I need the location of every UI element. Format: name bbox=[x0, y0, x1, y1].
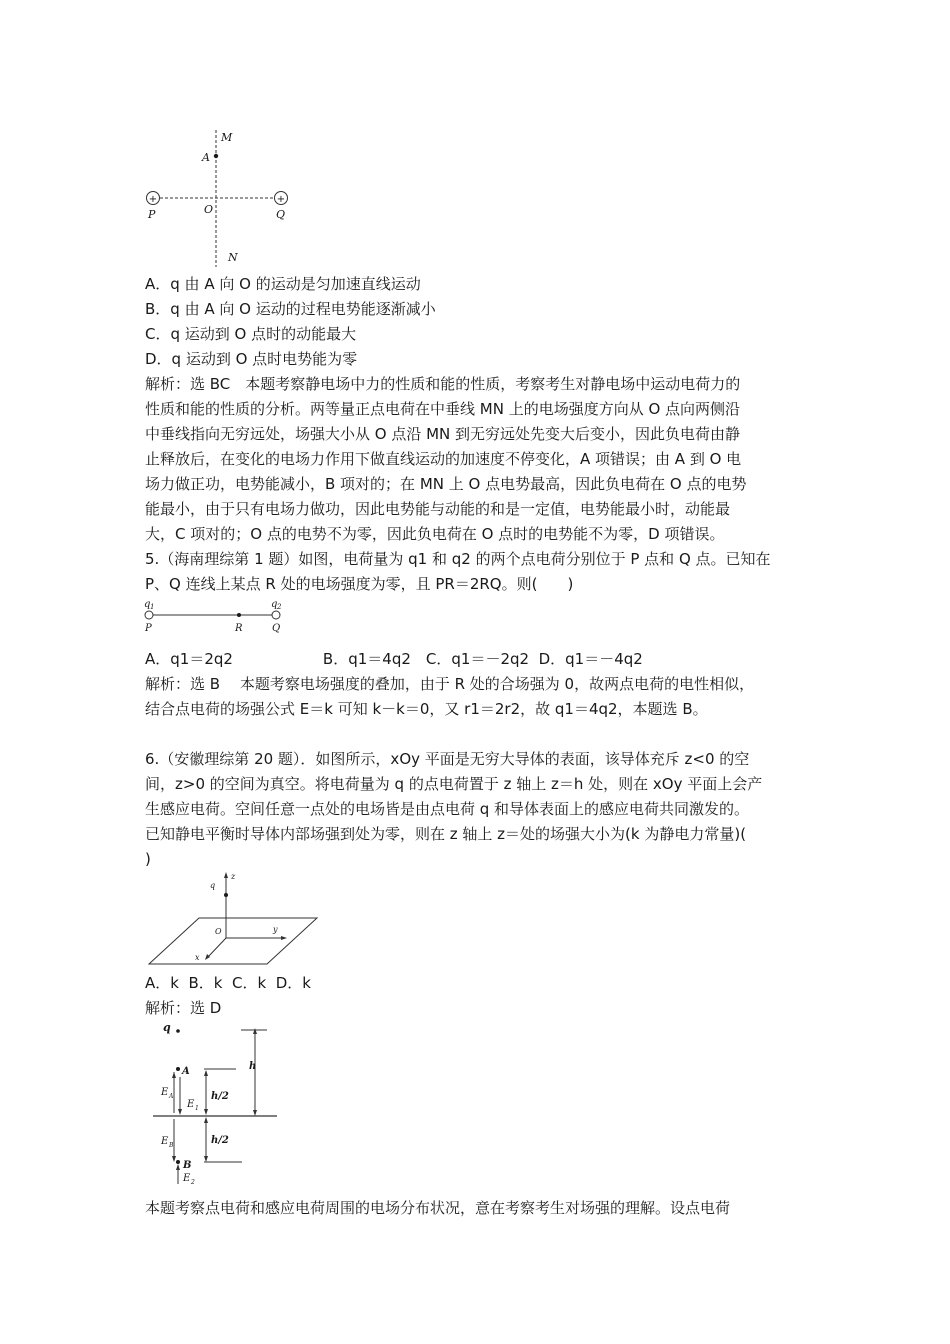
label-h: h bbox=[249, 1061, 257, 1072]
q5-analysis-line: 解析：选 B 本题考察电场强度的叠加，由于 R 处的合场强为 0，故两点电荷的电性相似， bbox=[145, 675, 755, 693]
q4-analysis-line: 止释放后，在变化的电场力作用下做直线运动的加速度不停变化，A 项错误；由 A 到 O 电 bbox=[145, 450, 742, 468]
label-e2-sub: 2 bbox=[191, 1179, 195, 1186]
label-e1-sub: 1 bbox=[195, 1105, 199, 1112]
label-p: P bbox=[148, 208, 156, 221]
label-r: R bbox=[235, 623, 243, 634]
label-z: z bbox=[231, 872, 236, 881]
q4-analysis-line: 解析：选 BC 本题考察静电场中力的性质和能的性质，考察考生对静电场中运动电荷力的 bbox=[145, 375, 741, 393]
label-eb: E bbox=[161, 1136, 169, 1147]
label-a: A bbox=[182, 1066, 190, 1077]
label-o: O bbox=[204, 203, 214, 216]
q4-analysis-line: 性质和能的性质的分析。两等量正点电荷在中垂线 MN 上的电场强度方向从 O 点向两侧沿 bbox=[145, 400, 741, 418]
q5-stem-line: P、Q 连线上某点 R 处的电场强度为零，且 PR＝2RQ。则( ) bbox=[145, 575, 574, 593]
label-p: P bbox=[145, 623, 152, 634]
label-m: M bbox=[221, 131, 233, 144]
q6-stem-line: 6.（安徽理综第 20 题）．如图所示，xOy 平面是无穷大导体的表面，该导体充斥 z<0 的空 bbox=[145, 750, 750, 768]
q6-stem-line: 已知静电平衡时导体内部场强到处为零，则在 z 轴上 z＝处的场强大小为(k 为静电力常量)( bbox=[145, 825, 747, 843]
q6-analysis-continued: 本题考察点电荷和感应电荷周围的电场分布状况，意在考察考生对场强的理解。设点电荷 bbox=[145, 1199, 731, 1217]
label-ea: E bbox=[161, 1087, 169, 1098]
q6-stem-line: ) bbox=[145, 850, 151, 868]
q4-analysis-line: 能最小，由于只有电场力做功，因此电势能与动能的和是一定值，电势能最小时，动能最 bbox=[145, 500, 731, 518]
label-q: Q bbox=[276, 208, 286, 221]
q6-analysis: 解析：选 D bbox=[145, 999, 222, 1017]
label-q1-sub: 1 bbox=[150, 603, 155, 611]
label-q: q bbox=[210, 881, 216, 890]
q4-option-a: A．q 由 A 向 O 的运动是匀加速直线运动 bbox=[145, 275, 421, 293]
label-eb-sub: B bbox=[169, 1142, 174, 1149]
q4-analysis-line: 大，C 项对的；O 点的电势不为零，因此负电荷在 O 点时的电势能不为零，D 项错误。 bbox=[145, 525, 725, 543]
q4-option-d: D．q 运动到 O 点时电势能为零 bbox=[145, 350, 358, 368]
q5-options: A．q1＝2q2 B．q1＝4q2 C．q1＝－2q2 D．q1＝－4q2 bbox=[145, 650, 643, 668]
q5-analysis-line: 结合点电荷的场强公式 E＝k 可知 k－k＝0，又 r1＝2r2，故 q1＝4q2，本题选 B。 bbox=[145, 700, 708, 718]
plus-sign-q: + bbox=[276, 194, 286, 205]
figure-pq-line bbox=[140, 596, 300, 640]
label-n: N bbox=[228, 251, 238, 264]
q4-option-b: B．q 由 A 向 O 运动的过程电势能逐渐减小 bbox=[145, 300, 436, 318]
q4-analysis-line: 场力做正功，电势能减小，B 项对的；在 MN 上 O 点电势最高，因此负电荷在 O 点的电势 bbox=[145, 475, 747, 493]
q4-option-c: C．q 运动到 O 点时的动能最大 bbox=[145, 325, 357, 343]
plus-sign-p: + bbox=[148, 194, 158, 205]
label-ea-sub: A bbox=[169, 1093, 174, 1100]
label-e2: E bbox=[183, 1173, 191, 1184]
label-h-half-2: h/2 bbox=[211, 1135, 229, 1146]
label-o: O bbox=[215, 927, 222, 936]
label-a: A bbox=[202, 151, 210, 164]
q4-analysis-line: 中垂线指向无穷远处，场强大小从 O 点沿 MN 到无穷远处先变大后变小，因此负电荷由静 bbox=[145, 425, 741, 443]
q6-stem-line: 生感应电荷。空间任意一点处的电场皆是由点电荷 q 和导体表面上的感应电荷共同激发的。 bbox=[145, 800, 750, 818]
label-q2-sub: 2 bbox=[277, 603, 282, 611]
q6-options: A．k B．k C．k D．k bbox=[145, 974, 311, 992]
label-x: x bbox=[195, 953, 200, 962]
figure-conductor-plane bbox=[145, 870, 325, 970]
figure-field-diagram bbox=[145, 1018, 295, 1190]
q5-stem-line: 5.（海南理综第 1 题）如图，电荷量为 q1 和 q2 的两个点电荷分别位于 P 点和 Q 点。已知在 bbox=[145, 550, 771, 568]
label-e1: E bbox=[187, 1099, 195, 1110]
label-q: Q bbox=[272, 623, 281, 634]
figure-charges-bisector bbox=[140, 125, 300, 270]
label-y: y bbox=[273, 925, 278, 934]
label-q: q bbox=[163, 1021, 171, 1034]
q6-stem-line: 间，z>0 的空间为真空。将电荷量为 q 的点电荷置于 z 轴上 z＝h 处，则在 xOy 平面上会产 bbox=[145, 775, 763, 793]
label-b: B bbox=[183, 1160, 192, 1171]
label-q2: q bbox=[271, 599, 278, 610]
label-h-half-1: h/2 bbox=[211, 1091, 229, 1102]
label-q1: q bbox=[144, 599, 151, 610]
